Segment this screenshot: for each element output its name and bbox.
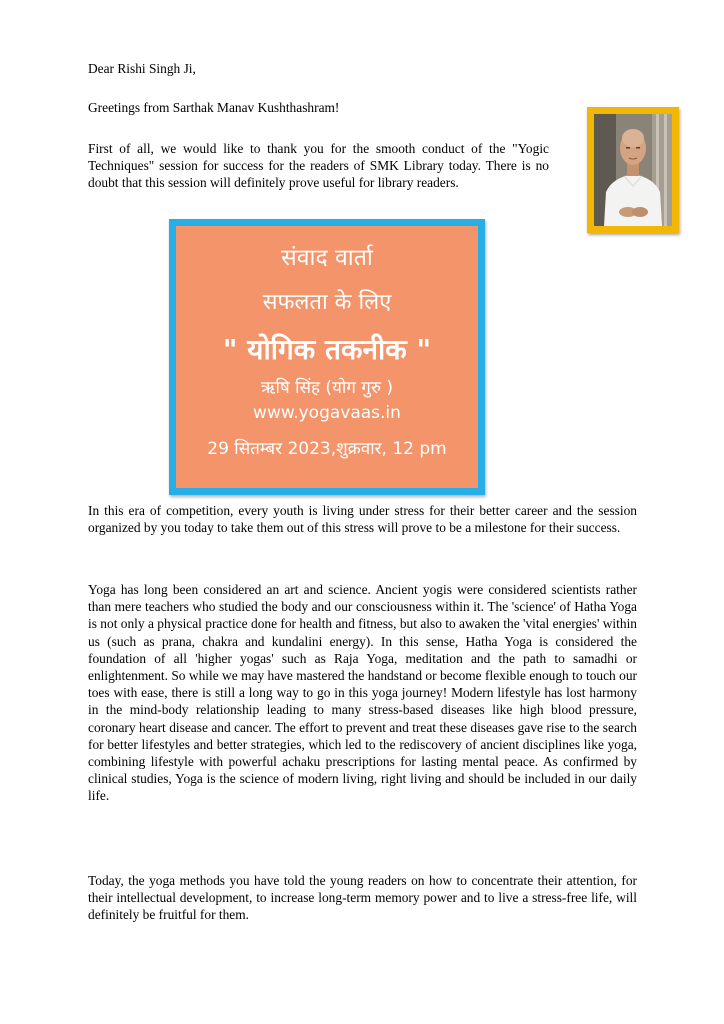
greeting: Greetings from Sarthak Manav Kushthashram!: [88, 100, 340, 115]
poster-title: " योगिक तकनीक ": [222, 333, 432, 366]
paragraph-thanks: First of all, we would like to thank you for the smooth conduct of the "Yogic Techniques" session for success for the readers of SMK Library today. There is no doubt that this session will definitely prove useful for library readers.: [88, 141, 549, 191]
portrait-image: [594, 114, 672, 226]
event-poster: [169, 219, 485, 495]
portrait-photo-frame: [587, 107, 679, 233]
salutation: Dear Rishi Singh Ji,: [88, 61, 196, 76]
poster-website: www.yogavaas.in: [253, 403, 401, 423]
paragraph-stress: In this era of competition, every youth is living under stress for their better career and the session organized by you today to take them out of this stress will prove to be a milestone for their success.: [88, 503, 637, 536]
paragraph-closing: Today, the yoga methods you have told the young readers on how to concentrate their attention, for their intellectual development, to increase long-term memory power and to live a stress-free life, will definitely be fruitful for them.: [88, 873, 637, 923]
poster-heading: संवाद वार्ता: [281, 245, 373, 271]
event-poster-panel: [176, 226, 478, 488]
portrait-photo: [594, 114, 672, 226]
paragraph-yoga: Yoga has long been considered an art and science. Ancient yogis were considered scientists rather than mere teachers who studied the body and our consciousness within it. The 'science' of Hatha Yoga is not only a physical practice done for health and fitness, but also to awaken the 'vital energies' within us (such as prana, chakra and kundalini energy). In this sense, Hatha Yoga is considered the foundation of all 'higher yogas' such as Raja Yoga, meditation and the path to samadhi or enlightenment. So while we may have mastered the handstand or become flexible enough to touch our toes with ease, there is still a long way to go in this yoga journey! Modern lifestyle has lost harmony in the mind-body relationship leading to many stress-based diseases like high blood pressure, coronary heart disease and cancer. The effort to prevent and treat these diseases gave rise to the search for better lifestyles and better strategies, which led to the rediscovery of ancient disciplines like yoga, combining lifestyle with powerful achaku prescriptions for lasting mental peace. As confirmed by clinical studies, Yoga is the science of modern living, right living and should be included in our daily life.: [88, 582, 637, 804]
poster-speaker: ऋषि सिंह (योग गुरु ): [260, 378, 394, 398]
poster-subheading: सफलता के लिए: [262, 290, 392, 315]
poster-date: 29 सितम्बर 2023,शुक्रवार, 12 pm: [207, 439, 447, 459]
